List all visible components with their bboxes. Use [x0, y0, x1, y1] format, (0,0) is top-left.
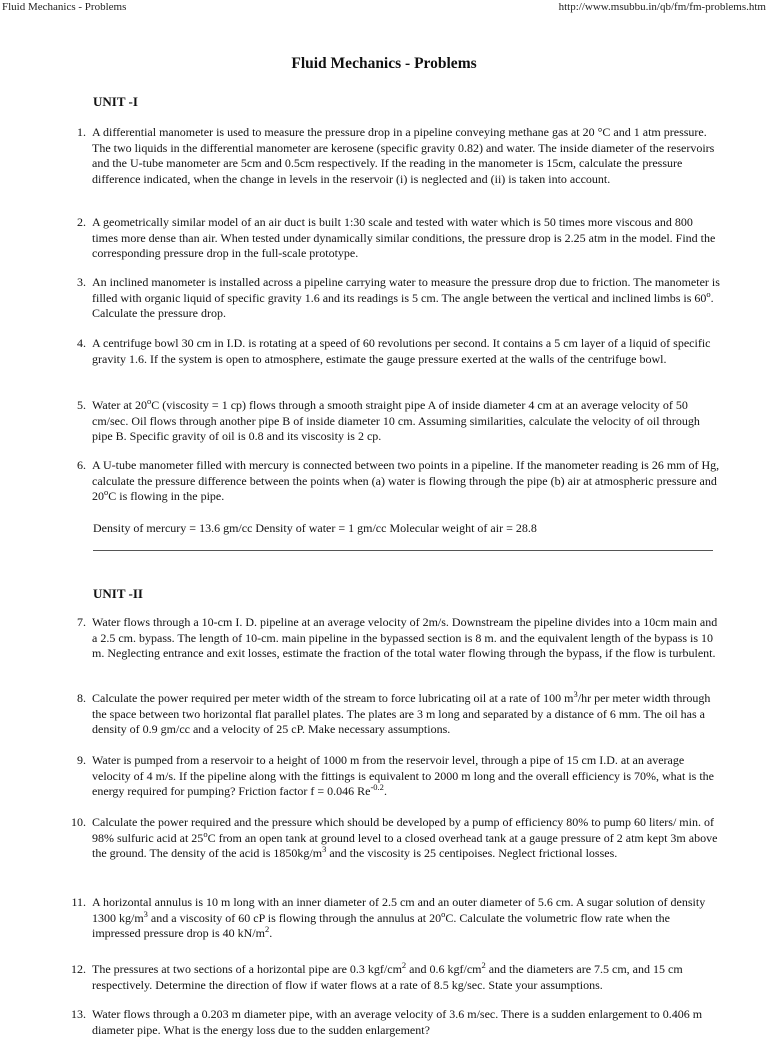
problem-number: 12.	[71, 962, 86, 976]
section-divider	[93, 550, 713, 551]
print-header-title: Fluid Mechanics - Problems	[2, 1, 127, 13]
problem-7	[60, 615, 720, 662]
problem-13	[60, 1007, 720, 1038]
problem-number: 13.	[71, 1007, 86, 1021]
problem-number: 5.	[77, 398, 86, 412]
problem-number: 9.	[77, 753, 86, 767]
problem-5	[60, 398, 720, 445]
problem-1	[60, 125, 720, 187]
constants-note: Density of mercury = 13.6 gm/cc Density of water = 1 gm/cc Molecular weight of air = 28.8	[93, 521, 537, 535]
problem-number: 4.	[77, 336, 86, 350]
problem-text: Calculate the power required and the pressure which should be developed by a pump of efficiency 80% to pump 60 liters/ min. of 98% sulfuric acid at 25$^o$C from an open tank at ground level to a closed overhead tank at a gauge pressure of 2 atm kept 3m above the ground. The density of the acid is $1850kg/m^3$ and the viscosity is 25 centipoises. Neglect frictional losses.	[92, 815, 718, 861]
problem-2	[60, 215, 720, 262]
problem-9	[60, 753, 720, 800]
problem-number: 7.	[77, 615, 86, 629]
problem-12	[60, 962, 720, 993]
unit-2-heading: UNIT -II	[93, 586, 143, 601]
problem-text: Water is pumped from a reservoir to a height of 1000 m from the reservoir level, through a pipe of 15 cm I.D. at an average velocity of 4 m/s. If the pipeline along with the fittings is equivalent to 2000 m long and the overall efficiency is 70%, what is the energy required for pumping? Friction factor f = 0.046 $Re^{-0.2}$.	[92, 753, 714, 799]
problem-text: Water flows through a 0.203 m diameter pipe, with an average velocity of 3.6 m/sec. There is a sudden enlargement to 0.406 m diameter pipe. What is the energy loss due to the sudden enlargement?	[92, 1007, 703, 1037]
problem-6	[60, 458, 720, 505]
problem-3	[60, 275, 720, 322]
problem-number: 10.	[71, 815, 86, 829]
problem-text: A geometrically similar model of an air duct is built 1:30 scale and tested with water which is 50 times more viscous and 800 times more dense than air. When tested under dynamically similar conditions, the pressure drop is 2.25 atm in the model. Find the corresponding pressure drop in the full-scale prototype.	[92, 215, 716, 261]
problem-number: 6.	[77, 458, 86, 472]
problem-text: Water flows through a 10-cm I. D. pipeline at an average velocity of 2m/s. Downstream the pipeline divides into a 10cm main and a 2.5 cm. bypass. The length of 10-cm. main pipeline in the bypassed section is 8 m. and the equivalent length of the bypass is 10 m. Neglecting entrance and exit losses, estimate the fraction of the total water flowing through the bypass, if the flow is turbulent.	[92, 615, 718, 661]
unit-1-heading: UNIT -I	[93, 94, 138, 109]
problem-number: 8.	[77, 691, 86, 705]
problem-8	[60, 691, 720, 738]
problem-text: Water at 20$^o$C (viscosity = 1 cp) flows through a smooth straight pipe A of inside diameter 4 cm at an average velocity of 50 cm/sec. Oil flows through another pipe B of inside diameter 10 cm. Assuming similarities, calculate the velocity of oil through pipe B. Specific gravity of oil is 0.8 and its viscosity is 2 cp.	[92, 396, 700, 444]
problem-number: 1.	[77, 125, 86, 139]
problem-text: A differential manometer is used to measure the pressure drop in a pipeline conveying methane gas at 20 °C and 1 atm pressure. The two liquids in the differential manometer are kerosene (specific gravity 0.82) and water. The inside diameter of the reservoirs and the U-tube manometer are 5cm and 0.5cm respectively. If the reading in the manometer is 15cm, calculate the pressure difference indicated, when the change in levels in the reservoir (i) is neglected and (ii) is taken into account.	[92, 125, 715, 186]
problem-text: A horizontal annulus is 10 m long with an inner diameter of 2.5 cm and an outer diameter of 5.6 cm. A sugar solution of density 1300 $kg/m^3$ and a viscosity of 60 cP is flowing through the annulus at 20$^o$C. Calculate the volumetric flow rate when the impressed pressure drop is 40 $kN/m^2$.	[92, 895, 706, 941]
problem-text: An inclined manometer is installed across a pipeline carrying water to measure the pressure drop due to friction. The manometer is filled with organic liquid of specific gravity 1.6 and its readings is 5 cm. The angle between the vertical and inclined limbs is 60$^o$. Calculate the pressure drop.	[92, 275, 720, 321]
problem-number: 11.	[71, 895, 86, 909]
problem-11	[60, 895, 720, 942]
problem-4	[60, 336, 720, 367]
problem-text: The pressures at two sections of a horizontal pipe are 0.3 kgf/$cm^2$ and 0.6 kgf/$cm^2$ and the diameters are 7.5 cm, and 15 cm respectively. Determine the direction of flow if water flows at a rate of 8.5 kg/sec. State your assumptions.	[92, 960, 683, 992]
problem-number: 3.	[77, 275, 86, 289]
problem-text: A centrifuge bowl 30 cm in I.D. is rotating at a speed of 60 revolutions per second. It contains a 5 cm layer of a liquid of specific gravity 1.6. If the system is open to atmosphere, estimate the gauge pressure exerted at the walls of the centrifuge bowl.	[92, 336, 711, 366]
problem-text: Calculate the power required per meter width of the stream to force lubricating oil at a rate of 100 $m^3/hr$ per meter width through the space between two horizontal flat parallel plates. The plates are 3 m long and separated by a distance of 6 mm. The oil has a density of 0.9 gm/cc and a velocity of 25 cP. Make necessary assumptions.	[92, 689, 711, 737]
problem-10	[60, 815, 720, 862]
page-title: Fluid Mechanics - Problems	[291, 55, 477, 72]
print-header-url[interactable]: http://www.msubbu.in/qb/fm/fm-problems.htm	[558, 1, 766, 13]
problem-number: 2.	[77, 215, 86, 229]
problem-text: A U-tube manometer filled with mercury is connected between two points in a pipeline. If the manometer reading is 26 mm of Hg, calculate the pressure difference between the points when (a) water is flowing through the pipe (b) air at atmospheric pressure and 20$^o$C is flowing in the pipe.	[92, 458, 720, 504]
